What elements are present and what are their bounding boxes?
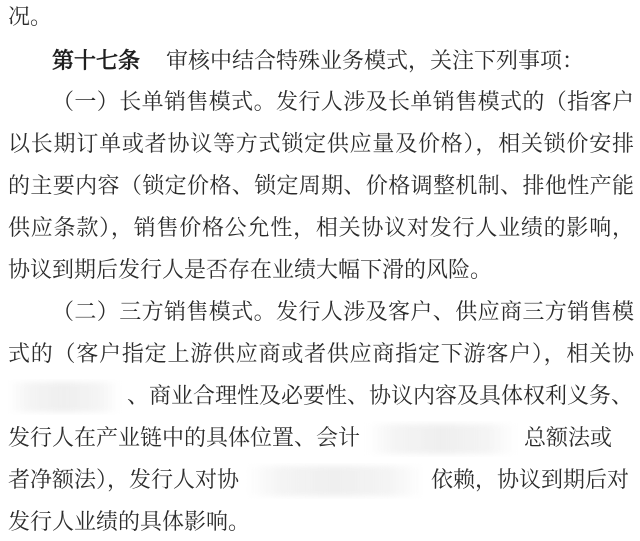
text-fragment: 发行人在产业链中的具体位置、会计: [8, 426, 361, 451]
article-number: 第十七条: [52, 48, 141, 74]
obscured-region: [246, 466, 424, 496]
text-fragment: 协议到期后发行人是否存在业绩大幅下滑的风险。: [8, 258, 493, 283]
obscured-region: [8, 382, 120, 412]
text-fragment: 依赖，协议到期后对: [431, 468, 630, 493]
text-line: [52, 295, 634, 331]
text-line: [8, 337, 634, 373]
text-fragment: 、商业合理性及必要性、协议内容及具体权利义务、: [127, 384, 634, 409]
text-fragment: 总额法或: [524, 426, 613, 451]
text-fragment: 况。: [8, 5, 53, 30]
text-line: [8, 211, 634, 247]
article-intro-text: 审核中结合特殊业务模式，关注下列事项：: [166, 49, 585, 74]
text-fragment: 者净额法），发行人对协: [8, 468, 240, 493]
text-line: [52, 85, 634, 121]
article-heading-line: [52, 43, 634, 79]
text-fragment: （二）三方销售模式。发行人涉及客户、供应商三方销售模: [52, 300, 634, 325]
text-fragment: 供应条款），销售价格公允性，相关协议对发行人业绩的影响，: [8, 216, 634, 241]
text-fragment: 以长期订单或者协议等方式锁定供应量及价格），相关锁价安排: [8, 132, 634, 157]
obscured-region: [367, 424, 517, 454]
text-fragment: 发行人业绩的具体影响。: [8, 510, 251, 535]
text-fragment: 的主要内容（锁定价格、锁定周期、价格调整机制、排他性产能: [8, 174, 634, 199]
text-line-partially-obscured: [8, 463, 634, 499]
text-line: [8, 127, 634, 163]
text-line: [8, 169, 634, 205]
text-line-partially-obscured: [8, 421, 634, 457]
text-line: [8, 253, 634, 289]
text-line: [8, 0, 634, 36]
text-fragment: （一）长单销售模式。发行人涉及长单销售模式的（指客户: [52, 90, 634, 115]
text-fragment: 式的（客户指定上游供应商或者供应商指定下游客户），相关协: [8, 342, 634, 367]
text-line-partially-obscured: [8, 379, 634, 415]
text-line: [8, 505, 634, 541]
